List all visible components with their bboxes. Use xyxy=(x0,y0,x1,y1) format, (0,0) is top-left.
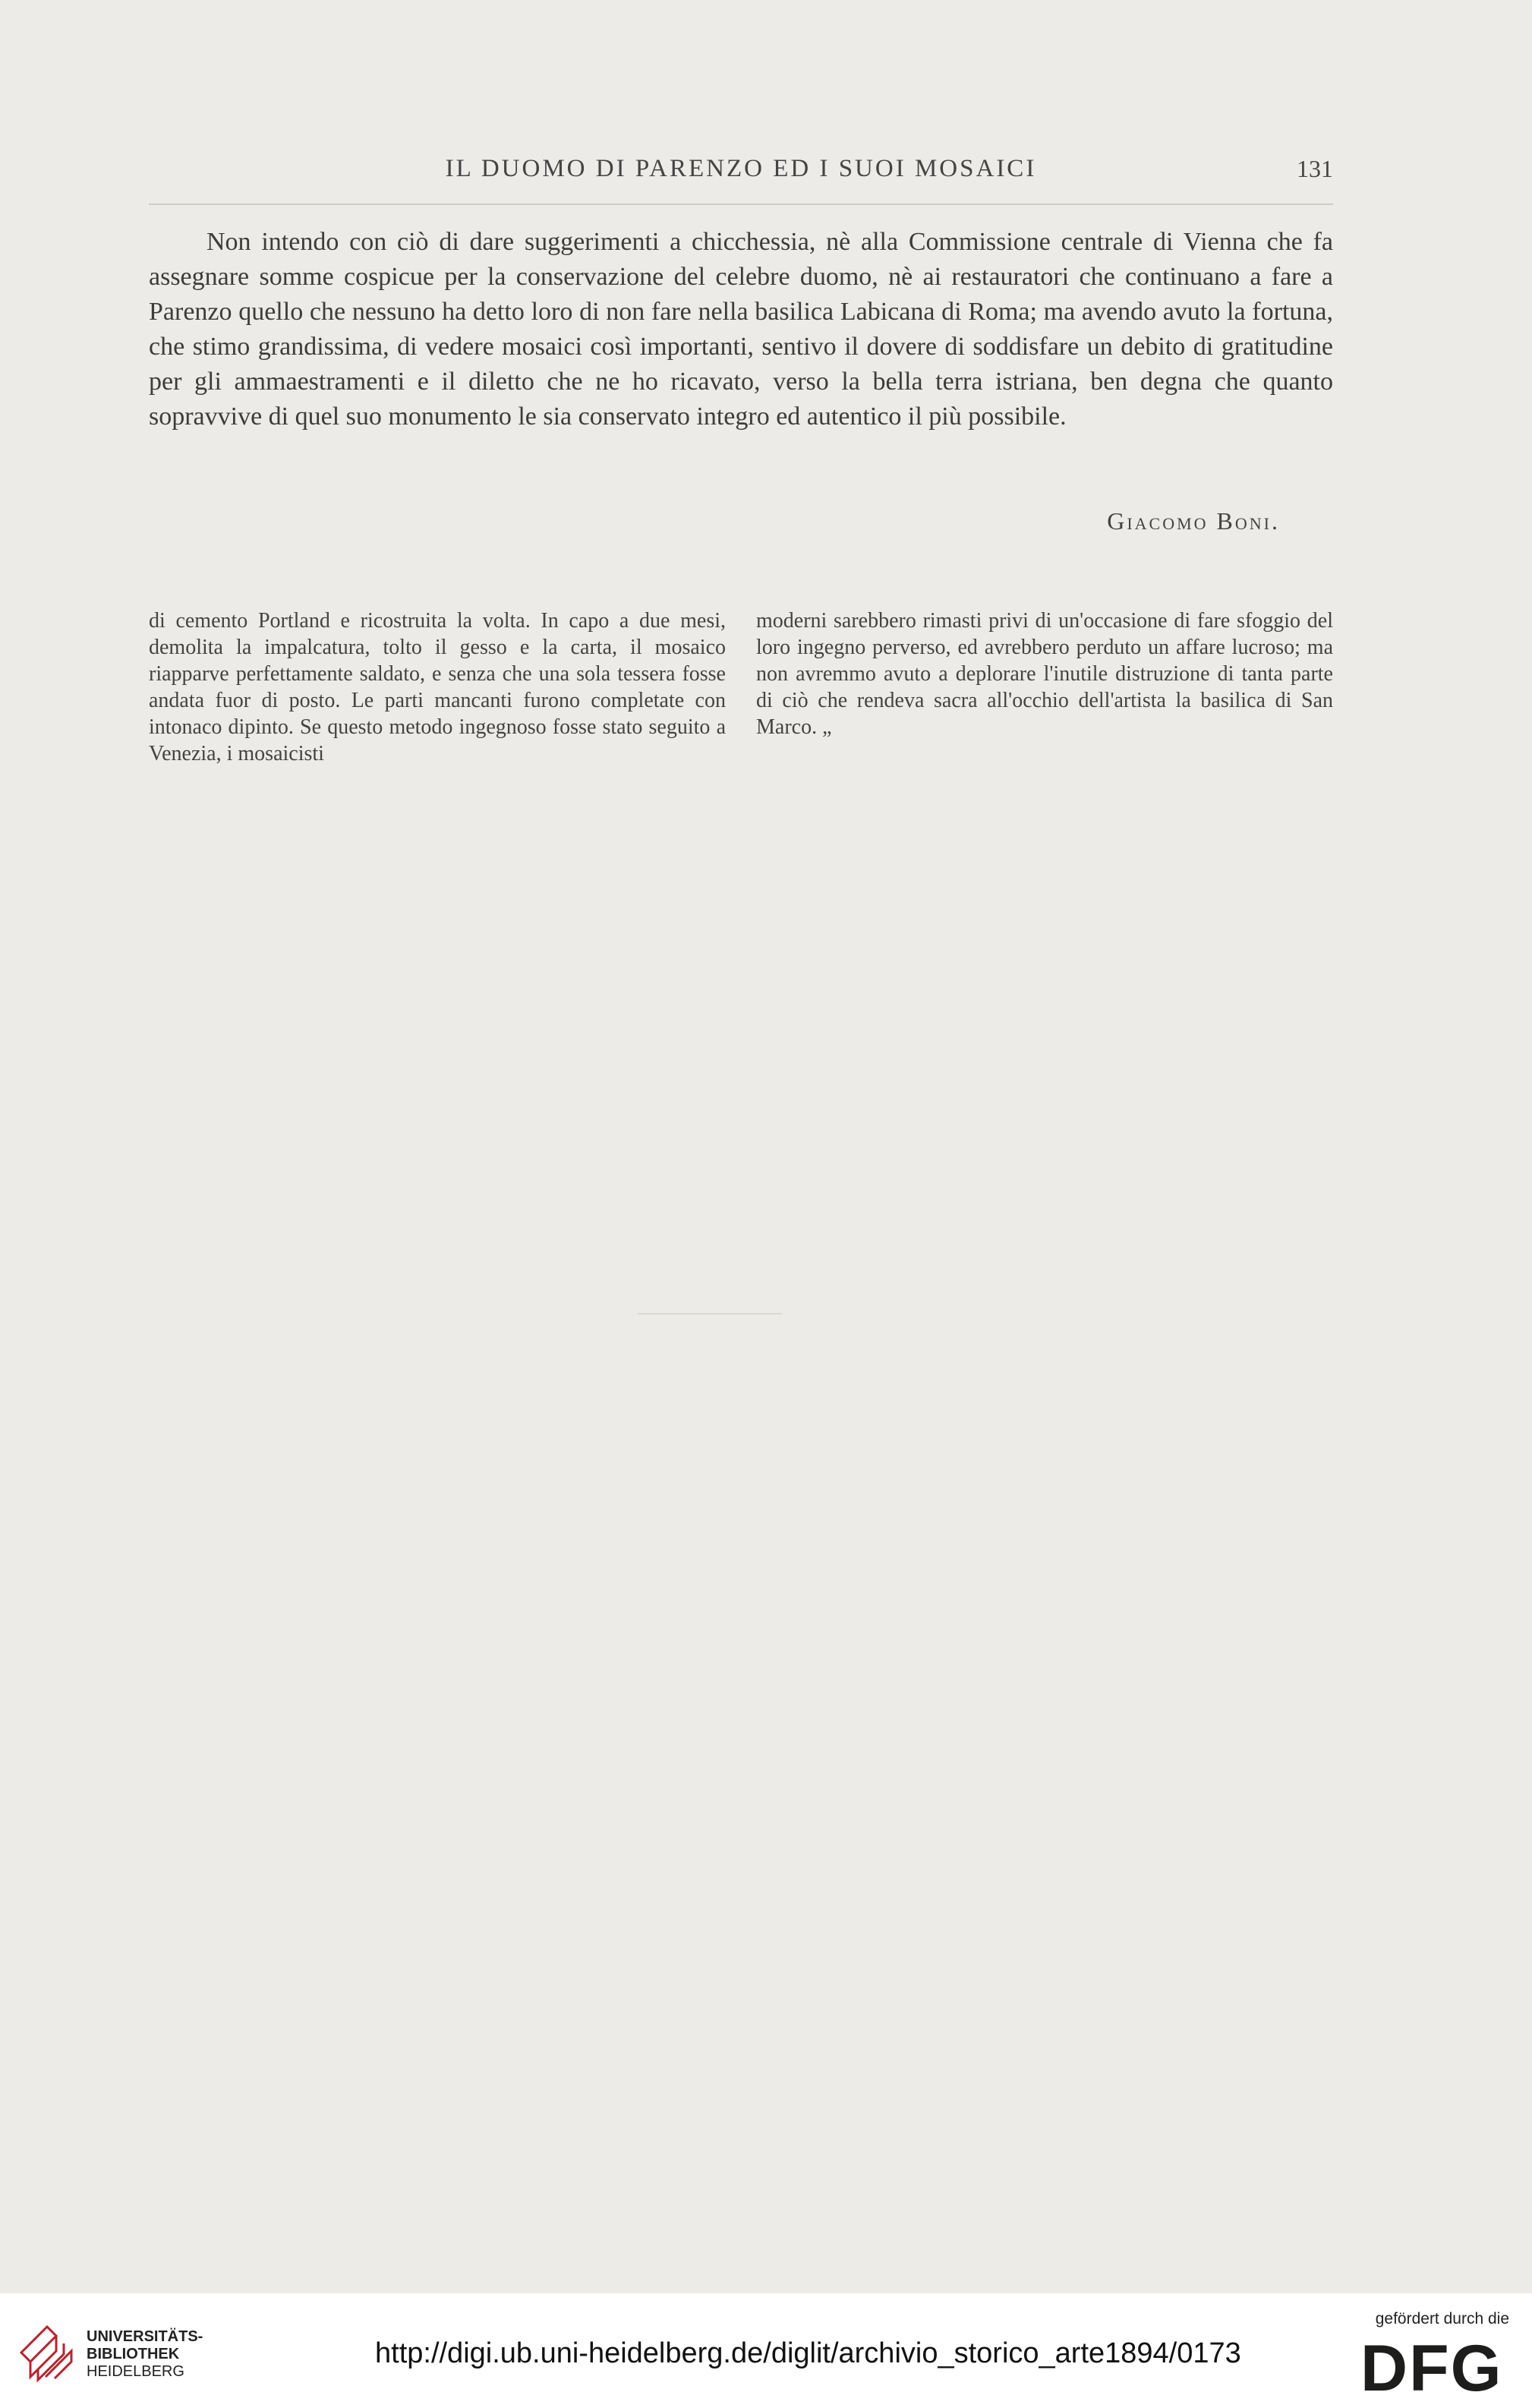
main-paragraph: Non intendo con ciò di dare suggerimenti a chicchessia, nè alla Commissione centrale di Vienna che fa assegnare somme cospicue per la conservazione del celebre duomo, nè ai restauratori che continuano a fare a Parenzo quello che nessuno ha detto loro di non fare nella basilica Labicana di Roma; ma avendo avuto la fortuna, che stimo grandissima, di vedere mosaici così importanti, sentivo il dovere di soddisfare un debito di gratitudine per gli ammaestramenti e il diletto che ne ho ricavato, verso la bella terra istriana, ben degna che quanto sopravvive di quel suo monumento le sia conservato integro ed autentico il più possibile. xyxy=(149,228,1333,431)
running-head: IL DUOMO DI PARENZO ED I SUOI MOSAICI xyxy=(445,155,1037,182)
permalink-url[interactable]: http://digi.ub.uni-heidelberg.de/diglit/archivio_storico_arte1894/0173 xyxy=(375,2337,1241,2369)
library-name-line3: HEIDELBERG xyxy=(87,2363,184,2380)
library-name-line2: BIBLIOTHEK xyxy=(87,2346,180,2362)
quote-column-left xyxy=(149,608,726,767)
quote-left-text: di cemento Portland e ricostruita la volta. In capo a due mesi, demolita la impalcatura, tolto il gesso e la carta, il mosaico riapparve perfettamente saldato, e senza che una sola tessera fosse andata fuor di posto. Le parti mancanti furono completate con intonaco dipinto. Se questo metodo ingegnoso fosse stato seguito a Venezia, i mosaicisti xyxy=(149,609,726,765)
library-name xyxy=(87,2328,203,2381)
library-name-line1: UNIVERSITÄTS- xyxy=(87,2328,203,2345)
author-signature: Giacomo Boni. xyxy=(1107,507,1280,535)
section-divider xyxy=(638,1313,782,1314)
library-logo-icon xyxy=(17,2322,77,2383)
digitization-footer xyxy=(0,2293,1532,2408)
main-text-block xyxy=(149,225,1333,434)
page-header xyxy=(149,150,1333,190)
page-number: 131 xyxy=(1297,155,1333,182)
funding-note: gefördert durch die xyxy=(1375,2310,1509,2328)
quote-right-text: moderni sarebbero rimasti privi di un'occasione di fare sfoggio del loro ingegno perverso, ed avrebbero perduto un affare lucroso; ma non avremmo avuto a deplorare l'inutile distruzione di tanta parte di ciò che rendeva sacra all'occhio dell'artista la basilica di San Marco. „ xyxy=(756,609,1333,739)
dfg-logo-icon xyxy=(1360,2337,1509,2397)
quote-column-right xyxy=(756,608,1333,740)
header-rule xyxy=(149,204,1333,205)
dfg-logo-text: DFG xyxy=(1360,2337,1503,2397)
quoted-passage xyxy=(149,608,1333,835)
